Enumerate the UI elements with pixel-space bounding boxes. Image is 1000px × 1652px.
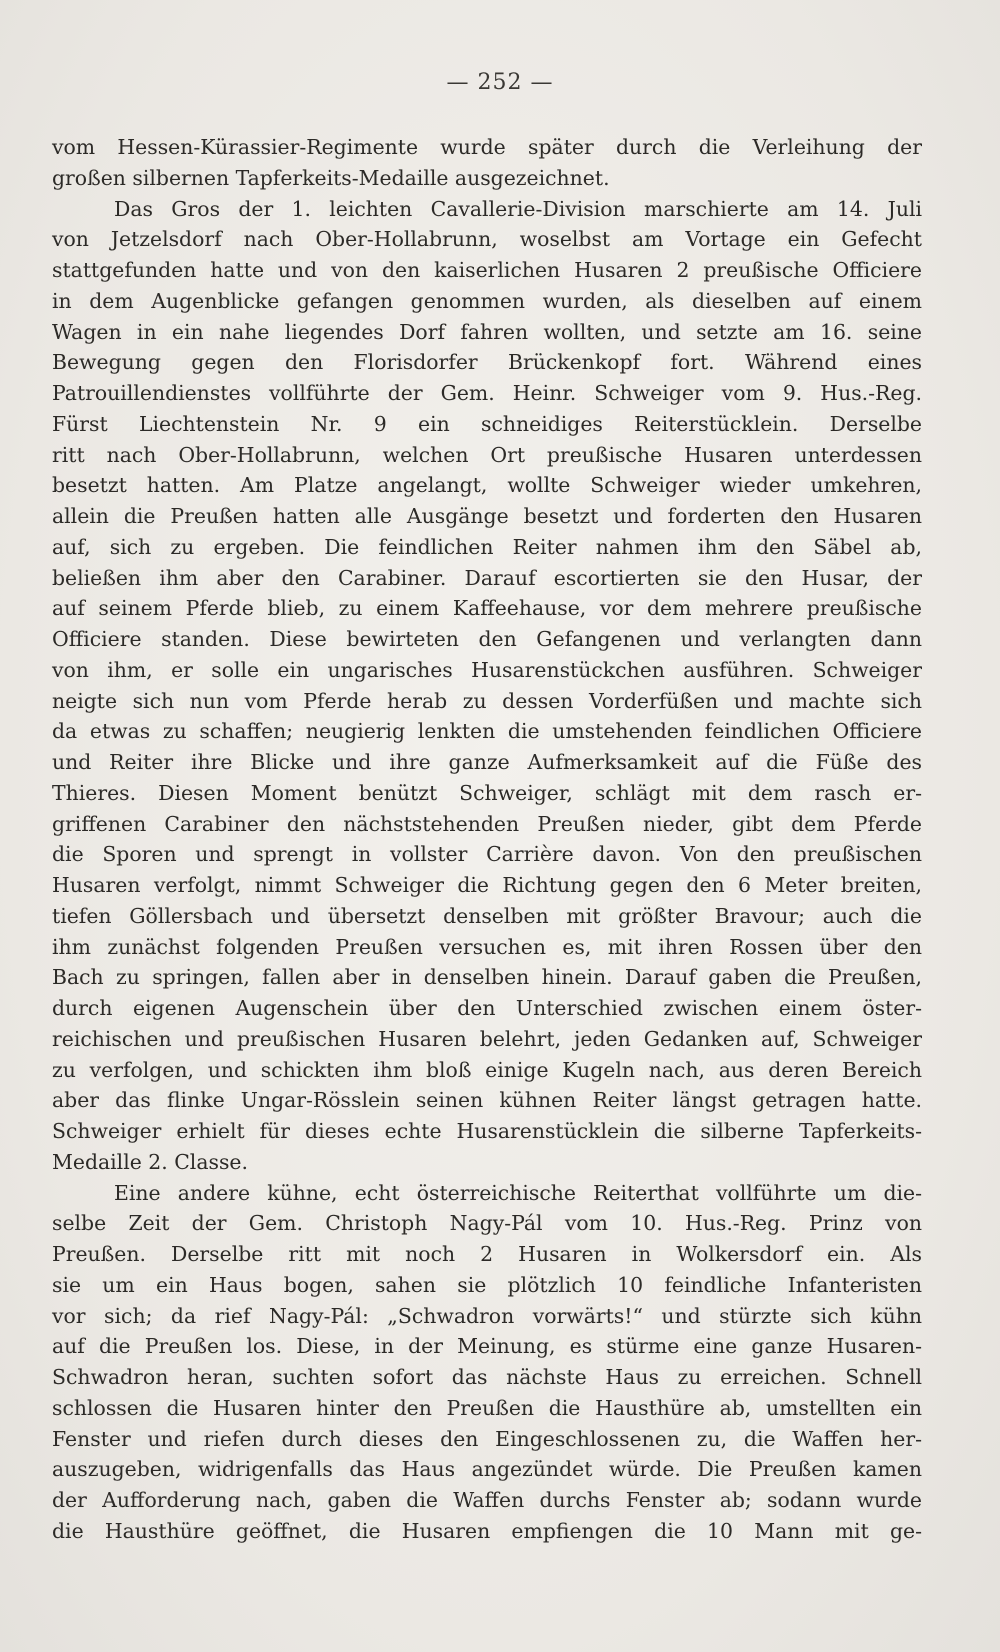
text-line: auf die Preußen los. Diese, in der Meinung, es stürme eine ganze Husaren- (52, 1334, 922, 1359)
text-line: von ihm, er solle ein ungarisches Husarenstückchen ausführen. Schweiger (52, 657, 922, 682)
text-line: beließen ihm aber den Carabiner. Darauf escortierten sie den Husar, der (52, 565, 922, 590)
text-line: reichischen und preußischen Husaren belehrt, jeden Gedanken auf, Schweiger (52, 1026, 922, 1051)
text-line: auf, sich zu ergeben. Die feindlichen Reiter nahmen ihm den Säbel ab, (52, 534, 922, 559)
text-line: und Reiter ihre Blicke und ihre ganze Aufmerksamkeit auf die Füße des (52, 750, 922, 774)
text-line: auf seinem Pferde blieb, zu einem Kaffeehause, vor dem mehrere preußische (52, 596, 922, 621)
body-text (52, 132, 922, 1547)
text-line: die Hausthüre geöffnet, die Husaren empfiengen die 10 Mann mit ge- (52, 1518, 922, 1543)
text-line: besetzt hatten. Am Platze angelangt, wollte Schweiger wieder umkehren, (52, 473, 922, 498)
text-line: neigte sich nun vom Pferde herab zu dessen Vorderfüßen und machte sich (52, 688, 922, 713)
text-line: sie um ein Haus bogen, sahen sie plötzlich 10 feindliche Infanteristen (52, 1272, 922, 1297)
text-line: Medaille 2. Classe. (52, 1149, 248, 1174)
text-line: zu verfolgen, und schickten ihm bloß einige Kugeln nach, aus deren Bereich (52, 1057, 922, 1082)
text-line: Preußen. Derselbe ritt mit noch 2 Husaren in Wolkersdorf ein. Als (52, 1242, 922, 1266)
text-line: großen silbernen Tapferkeits-Medaille ausgezeichnet. (52, 165, 610, 190)
text-line: Husaren verfolgt, nimmt Schweiger die Richtung gegen den 6 Meter breiten, (52, 873, 922, 897)
text-line: durch eigenen Augenschein über den Unterschied zwischen einem öster- (52, 996, 922, 1020)
text-line: Eine andere kühne, echt österreichische Reiterthat vollführte um die- (114, 1180, 922, 1205)
text-line: aber das flinke Ungar-Rösslein seinen kühnen Reiter längst getragen hatte. (52, 1088, 922, 1113)
text-line: ihm zunächst folgenden Preußen versuchen es, mit ihren Rossen über den (52, 934, 922, 959)
text-line: allein die Preußen hatten alle Ausgänge besetzt und forderten den Husaren (52, 504, 922, 528)
text-line: in dem Augenblicke gefangen genommen wurden, als dieselben auf einem (52, 288, 922, 313)
text-line: vor sich; da rief Nagy-Pál: „Schwadron vorwärts!“ und stürzte sich kühn (52, 1303, 922, 1328)
text-line: Fürst Liechtenstein Nr. 9 ein schneidiges Reiterstücklein. Derselbe (52, 411, 922, 436)
text-line: stattgefunden hatte und von den kaiserlichen Husaren 2 preußische Officiere (52, 258, 922, 282)
text-line: Bach zu springen, fallen aber in denselben hinein. Darauf gaben die Preußen, (52, 965, 922, 990)
text-line: Fenster und riefen durch dieses den Eingeschlossenen zu, die Waffen her- (52, 1426, 922, 1451)
text-line: da etwas zu schaffen; neugierig lenkten die umstehenden feindlichen Officiere (52, 719, 922, 744)
text-line: griffenen Carabiner den nächststehenden Preußen nieder, gibt dem Pferde (52, 811, 922, 836)
text-line: die Sporen und sprengt in vollster Carrière davon. Von den preußischen (52, 842, 922, 867)
text-line: Officiere standen. Diese bewirteten den Gefangenen und verlangten dann (52, 627, 922, 651)
text-line: schlossen die Husaren hinter den Preußen die Hausthüre ab, umstellten ein (52, 1395, 922, 1420)
page-number: — 252 — (446, 70, 554, 95)
text-line: ritt nach Ober-Hollabrunn, welchen Ort preußische Husaren unterdessen (52, 442, 922, 467)
text-line: Schwadron heran, suchten sofort das nächste Haus zu erreichen. Schnell (52, 1365, 922, 1389)
text-line: Thieres. Diesen Moment benützt Schweiger, schlägt mit dem rasch er- (52, 780, 922, 805)
text-line: Schweiger erhielt für dieses echte Husarenstücklein die silberne Tapferkeits- (52, 1119, 922, 1143)
text-line: vom Hessen-Kürassier-Regimente wurde später durch die Verleihung der (52, 135, 922, 159)
text-line: von Jetzelsdorf nach Ober-Hollabrunn, woselbst am Vortage ein Gefecht (52, 227, 922, 252)
text-line: auszugeben, widrigenfalls das Haus angezündet würde. Die Preußen kamen (52, 1457, 922, 1482)
text-line: der Aufforderung nach, gaben die Waffen durchs Fenster ab; sodann wurde (52, 1488, 922, 1512)
text-line: Das Gros der 1. leichten Cavallerie-Division marschierte am 14. Juli (114, 196, 922, 221)
text-line: Bewegung gegen den Florisdorfer Brückenkopf fort. Während eines (52, 350, 922, 375)
text-line: tiefen Göllersbach und übersetzt denselben mit größter Bravour; auch die (52, 903, 922, 928)
text-line: Patrouillendienstes vollführte der Gem. Heinr. Schweiger vom 9. Hus.-Reg. (52, 381, 922, 405)
text-line: Wagen in ein nahe liegendes Dorf fahren wollten, und setzte am 16. seine (52, 319, 922, 344)
text-line: selbe Zeit der Gem. Christoph Nagy-Pál vom 10. Hus.-Reg. Prinz von (52, 1211, 922, 1236)
